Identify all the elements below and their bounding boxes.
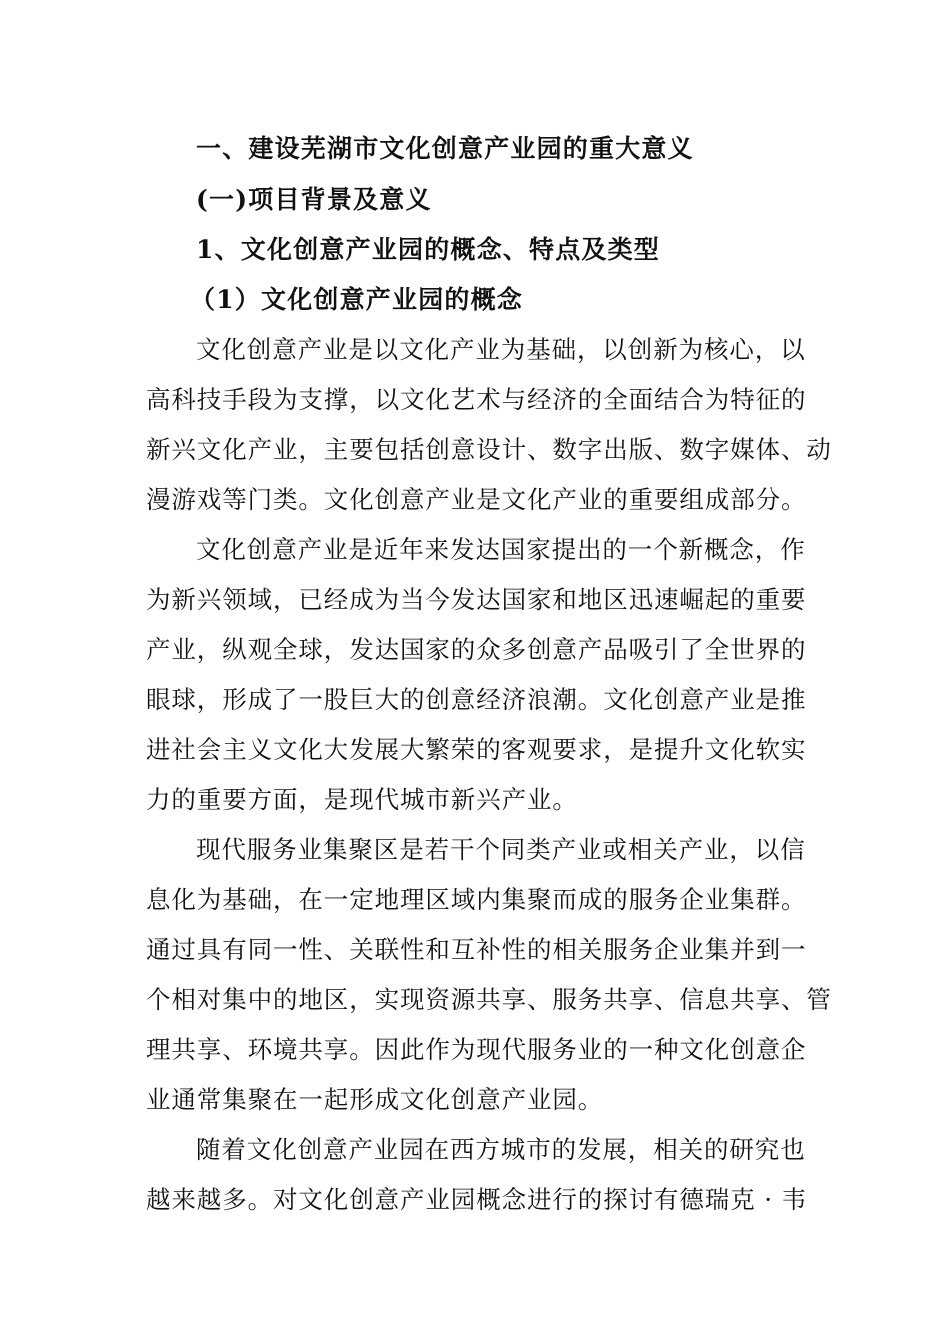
paragraph-1-line-1: 文化创意产业是以文化产业为基础，以创新为核心，以 xyxy=(196,335,806,364)
paragraph-2-line-3: 产业，纵观全球，发达国家的众多创意产品吸引了全世界的 xyxy=(146,635,807,664)
topic-heading: 1、文化创意产业园的概念、特点及类型 xyxy=(196,235,660,264)
section-heading: 一、建设芜湖市文化创意产业园的重大意义 xyxy=(196,134,694,163)
paragraph-1-line-4: 漫游戏等门类。文化创意产业是文化产业的重要组成部分。 xyxy=(146,485,807,514)
subsection-heading: (一)项目背景及意义 xyxy=(196,185,432,214)
paragraph-2-line-2: 为新兴领域，已经成为当今发达国家和地区迅速崛起的重要 xyxy=(146,585,807,614)
paragraph-3-line-3: 通过具有同一性、关联性和互补性的相关服务企业集并到一 xyxy=(146,935,807,964)
paragraph-2-line-5: 进社会主义文化大发展大繁荣的客观要求，是提升文化软实 xyxy=(146,735,807,764)
paragraph-1-line-2: 高科技手段为支撑，以文化艺术与经济的全面结合为特征的 xyxy=(146,385,807,414)
paragraph-3-line-6: 业通常集聚在一起形成文化创意产业园。 xyxy=(146,1085,604,1114)
paragraph-3-line-4: 个相对集中的地区，实现资源共享、服务共享、信息共享、管 xyxy=(146,985,832,1014)
paragraph-4-line-2: 越来越多。对文化创意产业园概念进行的探讨有德瑞克 · 韦 xyxy=(146,1185,808,1214)
paragraph-2-line-4: 眼球，形成了一股巨大的创意经济浪潮。文化创意产业是推 xyxy=(146,685,807,714)
paragraph-2-line-1: 文化创意产业是近年来发达国家提出的一个新概念，作 xyxy=(196,535,806,564)
paragraph-1-line-3: 新兴文化产业，主要包括创意设计、数字出版、数字媒体、动 xyxy=(146,435,832,464)
paragraph-4-line-1: 随着文化创意产业园在西方城市的发展，相关的研究也 xyxy=(196,1135,806,1164)
paragraph-3-line-1: 现代服务业集聚区是若干个同类产业或相关产业，以信 xyxy=(196,835,806,864)
paragraph-2-line-6: 力的重要方面，是现代城市新兴产业。 xyxy=(146,785,578,814)
subtopic-heading: （1）文化创意产业园的概念 xyxy=(190,285,523,314)
paragraph-3-line-2: 息化为基础，在一定地理区域内集聚而成的服务企业集群。 xyxy=(146,885,807,914)
paragraph-3-line-5: 理共享、环境共享。因此作为现代服务业的一种文化创意企 xyxy=(146,1035,807,1064)
